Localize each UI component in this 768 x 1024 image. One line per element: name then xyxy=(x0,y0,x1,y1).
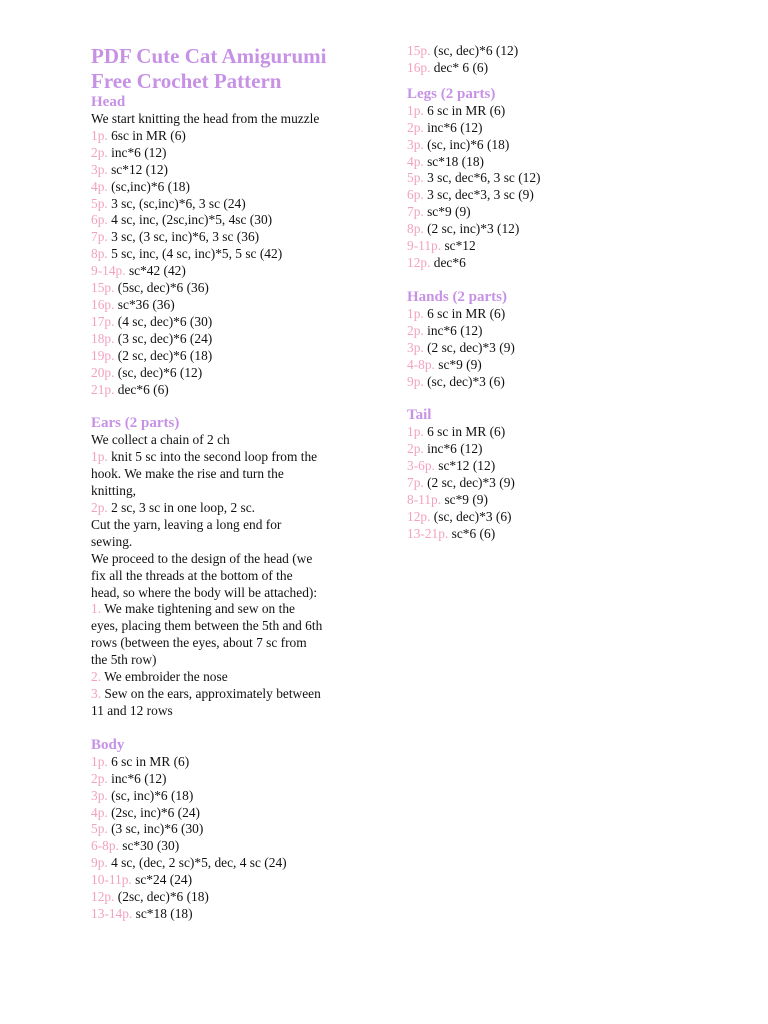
pattern-row xyxy=(91,821,381,838)
round-number: 16p. xyxy=(91,296,115,312)
round-instruction: inc*6 (12) xyxy=(423,441,483,457)
round-instruction: sc*24 (24) xyxy=(131,872,193,888)
pattern-row xyxy=(407,357,707,374)
round-instruction: sc*30 (30) xyxy=(118,838,180,854)
round-number: 19p. xyxy=(91,347,115,363)
pattern-row xyxy=(407,458,707,475)
round-instruction: 4 sc, (dec, 2 sc)*5, dec, 4 sc (24) xyxy=(107,855,287,871)
round-number: 4p. xyxy=(91,804,108,820)
pattern-row xyxy=(91,771,381,788)
pattern-row xyxy=(91,382,381,399)
pattern-row xyxy=(407,103,707,120)
round-number: 6-8p. xyxy=(91,838,119,854)
step-number: 2. xyxy=(91,669,102,685)
legs-rows xyxy=(407,103,707,272)
round-instruction: sc*36 (36) xyxy=(114,296,175,312)
section-heading-body: Body xyxy=(91,736,125,753)
ears-design-line-3: head, so where the body will be attached): xyxy=(91,584,318,600)
round-number: 12p. xyxy=(91,889,115,905)
round-instruction: (2sc, dec)*6 (18) xyxy=(114,889,209,905)
round-number: 18p. xyxy=(91,330,115,346)
round-instruction: sc*9 (9) xyxy=(441,492,488,508)
round-instruction: sc*42 (42) xyxy=(125,263,186,279)
round-number: 12p. xyxy=(407,254,431,270)
ears-intro: We collect a chain of 2 ch xyxy=(91,432,230,448)
pattern-row xyxy=(91,179,381,196)
round-instruction: (2sc, inc)*6 (24) xyxy=(107,804,200,820)
round-number: 7p. xyxy=(407,475,424,491)
assembly-step-1-line-4: the 5th row) xyxy=(91,652,157,668)
round-instruction: 3 sc, dec*6, 3 sc (12) xyxy=(423,170,541,186)
round-number: 8-11p. xyxy=(407,492,442,508)
pattern-row xyxy=(91,855,381,872)
body-rows xyxy=(91,754,381,923)
hands-rows xyxy=(407,306,707,391)
ears-cut-line-1: Cut the yarn, leaving a long end for xyxy=(91,516,282,532)
body-continued-rows xyxy=(407,43,707,77)
round-number: 1p. xyxy=(407,424,424,440)
round-instruction: inc*6 (12) xyxy=(107,770,167,786)
pattern-row xyxy=(407,323,707,340)
round-number: 10-11p. xyxy=(91,872,132,888)
round-instruction: 6 sc in MR (6) xyxy=(107,753,190,769)
round-number: 8p. xyxy=(407,221,424,237)
round-instruction: sc*9 (9) xyxy=(423,204,471,220)
page-title xyxy=(91,44,381,94)
pattern-row xyxy=(91,348,381,365)
pattern-row xyxy=(91,229,381,246)
pattern-row xyxy=(407,187,707,204)
round-number: 20p. xyxy=(91,364,115,380)
round-number: 9-14p. xyxy=(91,263,126,279)
round-number: 9p. xyxy=(91,855,108,871)
pattern-row xyxy=(91,906,381,923)
round-instruction: (2 sc, inc)*3 (12) xyxy=(423,221,520,237)
pattern-row xyxy=(91,889,381,906)
ears-cut-line-2: sewing. xyxy=(91,533,133,549)
round-number: 3p. xyxy=(91,787,108,803)
pattern-row xyxy=(407,137,707,154)
pattern-row xyxy=(407,475,707,492)
assembly-step-2 xyxy=(91,669,381,686)
round-number: 2p. xyxy=(91,770,108,786)
round-instruction: (sc, inc)*6 (18) xyxy=(423,136,510,152)
pattern-row xyxy=(91,365,381,382)
round-instruction: (sc, dec)*3 (6) xyxy=(430,508,512,524)
round-instruction: inc*6 (12) xyxy=(423,322,483,338)
round-instruction: (sc,inc)*6 (18) xyxy=(107,178,190,194)
title-line-2: Free Crochet Pattern xyxy=(91,69,282,93)
round-instruction: dec*6 xyxy=(430,254,466,270)
round-number: 6p. xyxy=(91,212,108,228)
pattern-row xyxy=(91,297,381,314)
pattern-row xyxy=(91,263,381,280)
pattern-row xyxy=(91,754,381,771)
ears-step-1-line-2: hook. We make the rise and turn the xyxy=(91,466,284,482)
section-body xyxy=(91,737,381,923)
pattern-row xyxy=(91,280,381,297)
section-heading-head: Head xyxy=(91,94,126,110)
section-tail xyxy=(407,407,707,542)
round-number: 4p. xyxy=(407,153,424,169)
round-number: 9p. xyxy=(407,373,424,389)
round-number: 1p. xyxy=(407,305,424,321)
round-number: 5p. xyxy=(407,170,424,186)
pattern-row xyxy=(407,374,707,391)
assembly-step-2-text: We embroider the nose xyxy=(101,669,228,685)
round-number: 5p. xyxy=(91,821,108,837)
pattern-row xyxy=(407,492,707,509)
pattern-row xyxy=(91,128,381,145)
pattern-row xyxy=(407,255,707,272)
round-number: 15p. xyxy=(91,280,115,296)
round-number: 9-11p. xyxy=(407,238,442,254)
ears-design-line-2: fix all the threads at the bottom of the xyxy=(91,567,293,583)
section-heading-ears: Ears (2 parts) xyxy=(91,415,180,432)
head-intro: We start knitting the head from the muzzle xyxy=(91,111,320,126)
round-number: 1p. xyxy=(91,449,108,465)
round-number: 3-6p. xyxy=(407,458,435,474)
pattern-row xyxy=(91,838,381,855)
round-instruction: (3 sc, dec)*6 (24) xyxy=(114,330,213,346)
title-line-1: PDF Cute Cat Amigurumi xyxy=(91,44,327,68)
assembly-step-1-line-1: We make tightening and sew on the xyxy=(101,601,295,617)
pattern-row xyxy=(407,204,707,221)
round-number: 12p. xyxy=(407,508,431,524)
pattern-row xyxy=(91,196,381,213)
round-instruction: (2 sc, dec)*3 (9) xyxy=(423,339,515,355)
round-instruction: dec*6 (6) xyxy=(114,381,169,397)
tail-rows xyxy=(407,424,707,542)
round-instruction: 6 sc in MR (6) xyxy=(423,305,506,321)
round-instruction: 4 sc, inc, (2sc,inc)*5, 4sc (30) xyxy=(107,212,273,228)
round-instruction: (3 sc, inc)*6 (30) xyxy=(107,821,204,837)
pattern-row xyxy=(407,170,707,187)
section-head xyxy=(91,94,381,398)
round-number: 2p. xyxy=(407,119,424,135)
pattern-row xyxy=(91,872,381,889)
round-number: 1p. xyxy=(91,753,108,769)
section-heading-hands: Hands (2 parts) xyxy=(407,288,508,305)
round-instruction: sc*18 (18) xyxy=(423,153,484,169)
section-legs xyxy=(407,86,707,272)
round-instruction: (5sc, dec)*6 (36) xyxy=(114,280,209,296)
pattern-row xyxy=(407,509,707,526)
pattern-row xyxy=(91,212,381,229)
round-instruction: sc*12 (12) xyxy=(434,458,496,474)
round-number: 5p. xyxy=(91,195,108,211)
round-instruction: sc*12 (12) xyxy=(107,161,168,177)
round-number: 2p. xyxy=(407,441,424,457)
section-ears xyxy=(91,415,381,719)
round-number: 1p. xyxy=(407,102,424,118)
round-instruction: 3 sc, (3 sc, inc)*6, 3 sc (36) xyxy=(107,229,260,245)
step-number: 3. xyxy=(91,686,102,701)
step-number: 1. xyxy=(91,601,102,617)
round-number: 13-14p. xyxy=(91,905,133,921)
pattern-row xyxy=(407,221,707,238)
pattern-row xyxy=(407,340,707,357)
left-column xyxy=(91,44,381,923)
round-number: 4-8p. xyxy=(407,356,435,372)
pattern-row xyxy=(407,60,707,77)
round-number: 16p. xyxy=(407,59,431,75)
pattern-row xyxy=(91,162,381,179)
assembly-step-1-line-2: eyes, placing them between the 5th and 6th xyxy=(91,618,323,634)
round-number: 1p. xyxy=(91,127,108,143)
ears-step-2 xyxy=(91,500,381,517)
round-number: 4p. xyxy=(91,178,108,194)
round-number: 8p. xyxy=(91,246,108,262)
round-instruction: (sc, inc)*6 (18) xyxy=(107,787,194,803)
pattern-row xyxy=(407,238,707,255)
round-instruction: (2 sc, dec)*3 (9) xyxy=(423,475,515,491)
pattern-row xyxy=(91,331,381,348)
round-instruction: (2 sc, dec)*6 (18) xyxy=(114,347,213,363)
round-instruction: sc*18 (18) xyxy=(132,905,193,921)
assembly-step-3 xyxy=(91,686,381,703)
assembly-step-1-line-3: rows (between the eyes, about 7 sc from xyxy=(91,635,307,651)
pattern-row xyxy=(407,306,707,323)
pattern-row xyxy=(91,145,381,162)
ears-step-1-line-3: knitting, xyxy=(91,483,137,499)
round-instruction: 3 sc, (sc,inc)*6, 3 sc (24) xyxy=(107,195,246,211)
assembly-step-3-line-2: 11 and 12 rows xyxy=(91,702,173,718)
right-column xyxy=(407,43,707,543)
round-instruction: inc*6 (12) xyxy=(423,119,483,135)
round-number: 13-21p. xyxy=(407,525,449,541)
round-number: 3p. xyxy=(407,136,424,152)
pattern-row xyxy=(91,788,381,805)
round-instruction: 6 sc in MR (6) xyxy=(423,102,506,118)
round-instruction: inc*6 (12) xyxy=(107,144,167,160)
round-instruction: sc*12 xyxy=(441,238,476,254)
pattern-row xyxy=(407,43,707,60)
round-instruction: 3 sc, dec*3, 3 sc (9) xyxy=(423,187,534,203)
pattern-row xyxy=(407,154,707,171)
ears-step-1 xyxy=(91,449,381,466)
round-number: 7p. xyxy=(407,204,424,220)
round-number: 2p. xyxy=(91,500,108,516)
round-number: 2p. xyxy=(91,144,108,160)
round-instruction: sc*6 (6) xyxy=(448,525,496,541)
pattern-row xyxy=(91,805,381,822)
assembly-step-1 xyxy=(91,601,381,618)
round-instruction: (4 sc, dec)*6 (30) xyxy=(114,313,213,329)
section-heading-legs: Legs (2 parts) xyxy=(407,85,496,102)
pattern-row xyxy=(91,246,381,263)
round-number: 15p. xyxy=(407,43,431,58)
ears-step-1-line-1: knit 5 sc into the second loop from the xyxy=(107,449,318,465)
round-instruction: (sc, dec)*6 (12) xyxy=(114,364,203,380)
round-instruction: (sc, dec)*3 (6) xyxy=(423,373,505,389)
pattern-row xyxy=(407,120,707,137)
pattern-row xyxy=(407,424,707,441)
round-instruction: sc*9 (9) xyxy=(434,356,482,372)
section-heading-tail: Tail xyxy=(407,407,432,424)
round-instruction: 6sc in MR (6) xyxy=(107,127,186,143)
round-instruction: 5 sc, inc, (4 sc, inc)*5, 5 sc (42) xyxy=(107,246,283,262)
ears-design-line-1: We proceed to the design of the head (we xyxy=(91,550,313,566)
pattern-row xyxy=(407,441,707,458)
pattern-row xyxy=(407,526,707,543)
head-rows xyxy=(91,128,381,399)
round-number: 6p. xyxy=(407,187,424,203)
section-hands xyxy=(407,289,707,391)
round-number: 7p. xyxy=(91,229,108,245)
assembly-step-3-line-1: Sew on the ears, approximately between xyxy=(101,686,321,701)
round-number: 2p. xyxy=(407,322,424,338)
round-number: 3p. xyxy=(91,161,108,177)
round-instruction: 6 sc in MR (6) xyxy=(423,424,506,440)
ears-step-2-text: 2 sc, 3 sc in one loop, 2 sc. xyxy=(107,500,256,516)
round-instruction: (sc, dec)*6 (12) xyxy=(430,43,519,58)
round-number: 3p. xyxy=(407,339,424,355)
pattern-row xyxy=(91,314,381,331)
round-number: 21p. xyxy=(91,381,115,397)
round-number: 17p. xyxy=(91,313,115,329)
round-instruction: dec* 6 (6) xyxy=(430,59,489,75)
